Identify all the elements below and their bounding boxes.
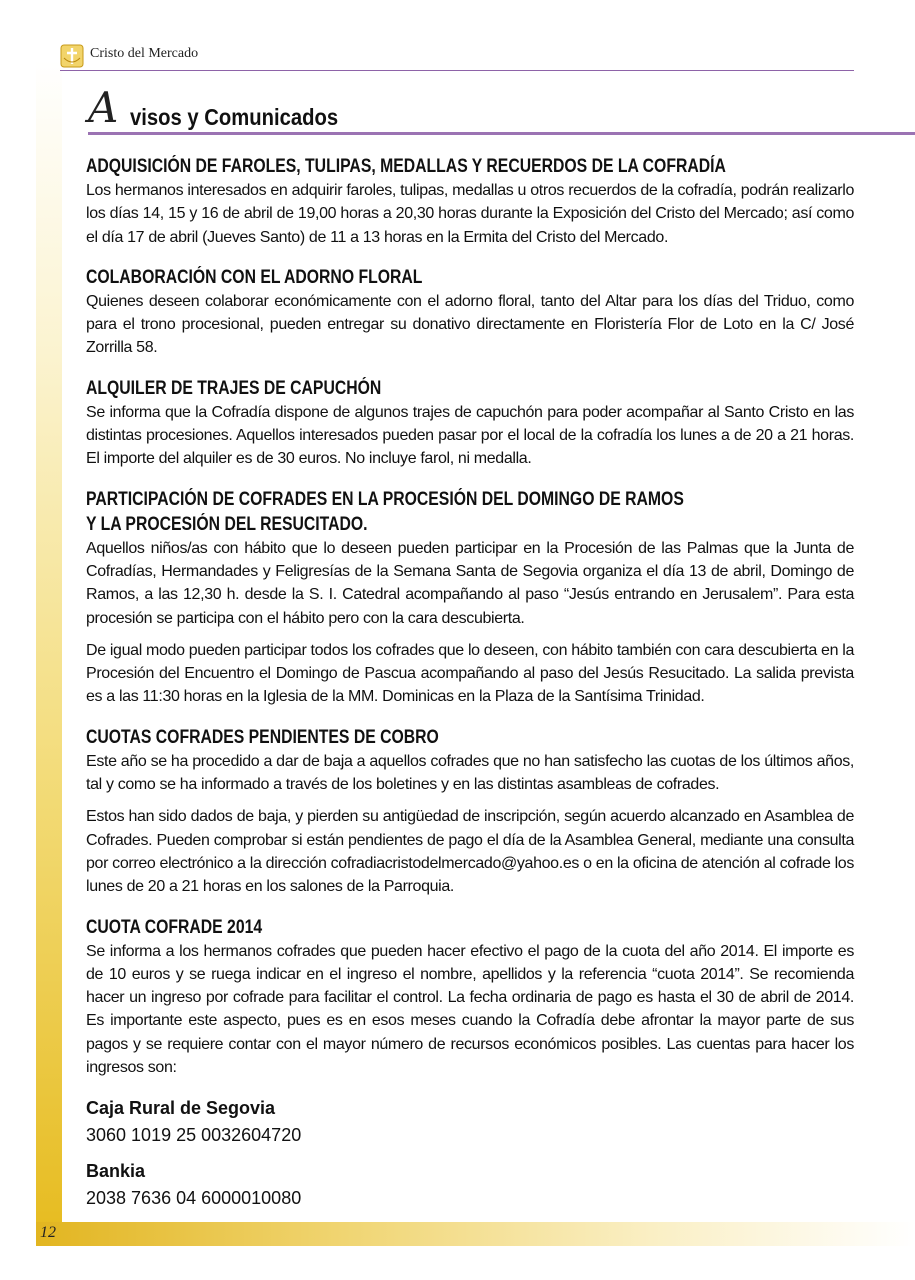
notice-title: CUOTA COFRADE 2014: [86, 916, 263, 938]
notice-paragraph: Se informa a los hermanos cofrades que pueden hacer efectivo el pago de la cuota del año 2014. El importe es de 10 euros y se ruega indicar en el ingreso el nombre, apellidos y la referencia “cuota 2014”. Se recomienda hacer un ingreso por cofrade para facilitar el control. La fecha ordinaria de pago es hasta el 30 de abril de 2014. Es importante este aspecto, pues es en esos meses cuando la Cofradía debe afrontar la mayor parte de sus pagos y se requiere contar con el mayor número de recursos económicos posibles. Las cuentas para hacer los ingresos son:: [86, 942, 854, 1077]
section-heading-initial: A: [88, 83, 119, 132]
notice-title: CUOTAS COFRADES PENDIENTES DE COBRO: [86, 726, 439, 748]
header-title: Cristo del Mercado: [90, 46, 199, 61]
bank-bankia: [86, 1158, 854, 1212]
notice-adorno-floral: [86, 265, 854, 360]
notice-alquiler-trajes: [86, 376, 854, 471]
notice-paragraph: Aquellos niños/as con hábito que lo deseen pueden participar en la Procesión de las Palmas que la Junta de Cofradías, Hermandades y Feligresías de la Semana Santa de Segovia organiza el día 13 de abril, Domingo de Ramos, a las 12,30 h. desde la S. I. Catedral acompañando al paso “Jesús entrando en Jerusalem”. Para esta procesión se participa con el hábito pero con la cara descubierta.: [86, 539, 854, 627]
notice-title-line2: Y LA PROCESIÓN DEL RESUCITADO.: [86, 513, 368, 535]
notice-title: ADQUISICIÓN DE FAROLES, TULIPAS, MEDALLAS Y RECUERDOS DE LA COFRADÍA: [86, 156, 726, 177]
page-header: [60, 42, 854, 71]
notice-faroles: [86, 154, 854, 249]
bank-account-number: 2038 7636 04 6000010080: [86, 1188, 302, 1209]
notice-paragraph: Quienes deseen colaborar económicamente con el adorno floral, tanto del Altar para los días del Triduo, como para el trono procesional, pueden entregar su donativo directamente en Floristería Flor de Loto en la C/ José Zorrilla 58.: [86, 292, 854, 357]
section-heading: [88, 83, 915, 135]
notice-paragraph: Los hermanos interesados en adquirir faroles, tulipas, medallas u otros recuerdos de la cofradía, podrán realizarlo los días 14, 15 y 16 de abril de 19,00 horas a 20,30 horas durante la Exposición del Cristo del Mercado; así como el día 17 de abril (Jueves Santo) de 11 a 13 horas en la Ermita del Cristo del Mercado.: [86, 182, 854, 246]
notice-title: ALQUILER DE TRAJES DE CAPUCHÓN: [86, 377, 382, 399]
bank-caja-rural: [86, 1095, 854, 1149]
notice-paragraph: Este año se ha procedido a dar de baja a aquellos cofrades que no han satisfecho las cuotas de los últimos años, tal y como se ha informado a través de los boletines y en las distintas asambleas de cofrades.: [86, 752, 854, 794]
notice-paragraph: De igual modo pueden participar todos los cofrades que lo deseen, con hábito también con cara descubierta en la Procesión del Encuentro el Domingo de Pascua acompañando al paso del Jesús Resucitado. La salida prevista es a las 11:30 horas en la Iglesia de la MM. Dominicas en la Plaza de la Santísima Trinidad.: [86, 641, 854, 706]
bank-name: Bankia: [86, 1161, 146, 1182]
notice-title: PARTICIPACIÓN DE COFRADES EN LA PROCESIÓN DEL DOMINGO DE RAMOS: [86, 488, 684, 510]
bank-name: Caja Rural de Segovia: [86, 1098, 276, 1119]
decorative-side-bar: [36, 60, 62, 1246]
notice-participacion: [86, 487, 854, 709]
notice-cuota-2014: [86, 915, 854, 1080]
notice-cuotas-pendientes: [86, 725, 854, 899]
page-number: 12: [40, 1224, 56, 1241]
bank-account-number: 3060 1019 25 0032604720: [86, 1125, 302, 1146]
notices-content: [86, 154, 854, 1212]
notice-title: COLABORACIÓN CON EL ADORNO FLORAL: [86, 266, 423, 288]
notice-paragraph: Estos han sido dados de baja, y pierden su antigüedad de inscripción, según acuerdo alcanzado en Asamblea de Cofrades. Pueden comprobar si están pendientes de pago el día de la Asamblea General, mediante una consulta por correo electrónico a la dirección cofradiacristodelmercado@yahoo.es o en la oficina de atención al cofrade los lunes de 20 a 21 horas en los salones de la Parroquia.: [86, 808, 854, 896]
cofradia-logo-icon: [60, 44, 84, 68]
decorative-bottom-bar: [36, 1222, 915, 1246]
section-heading-text: visos y Comunicados: [130, 104, 339, 130]
notice-paragraph: Se informa que la Cofradía dispone de algunos trajes de capuchón para poder acompañar al Santo Cristo en las distintas procesiones. Aquellos interesados pueden pasar por el local de la cofradía los lunes a de 20 a 21 horas. El importe del alquiler es de 30 euros. No incluye farol, ni medalla.: [86, 403, 854, 468]
